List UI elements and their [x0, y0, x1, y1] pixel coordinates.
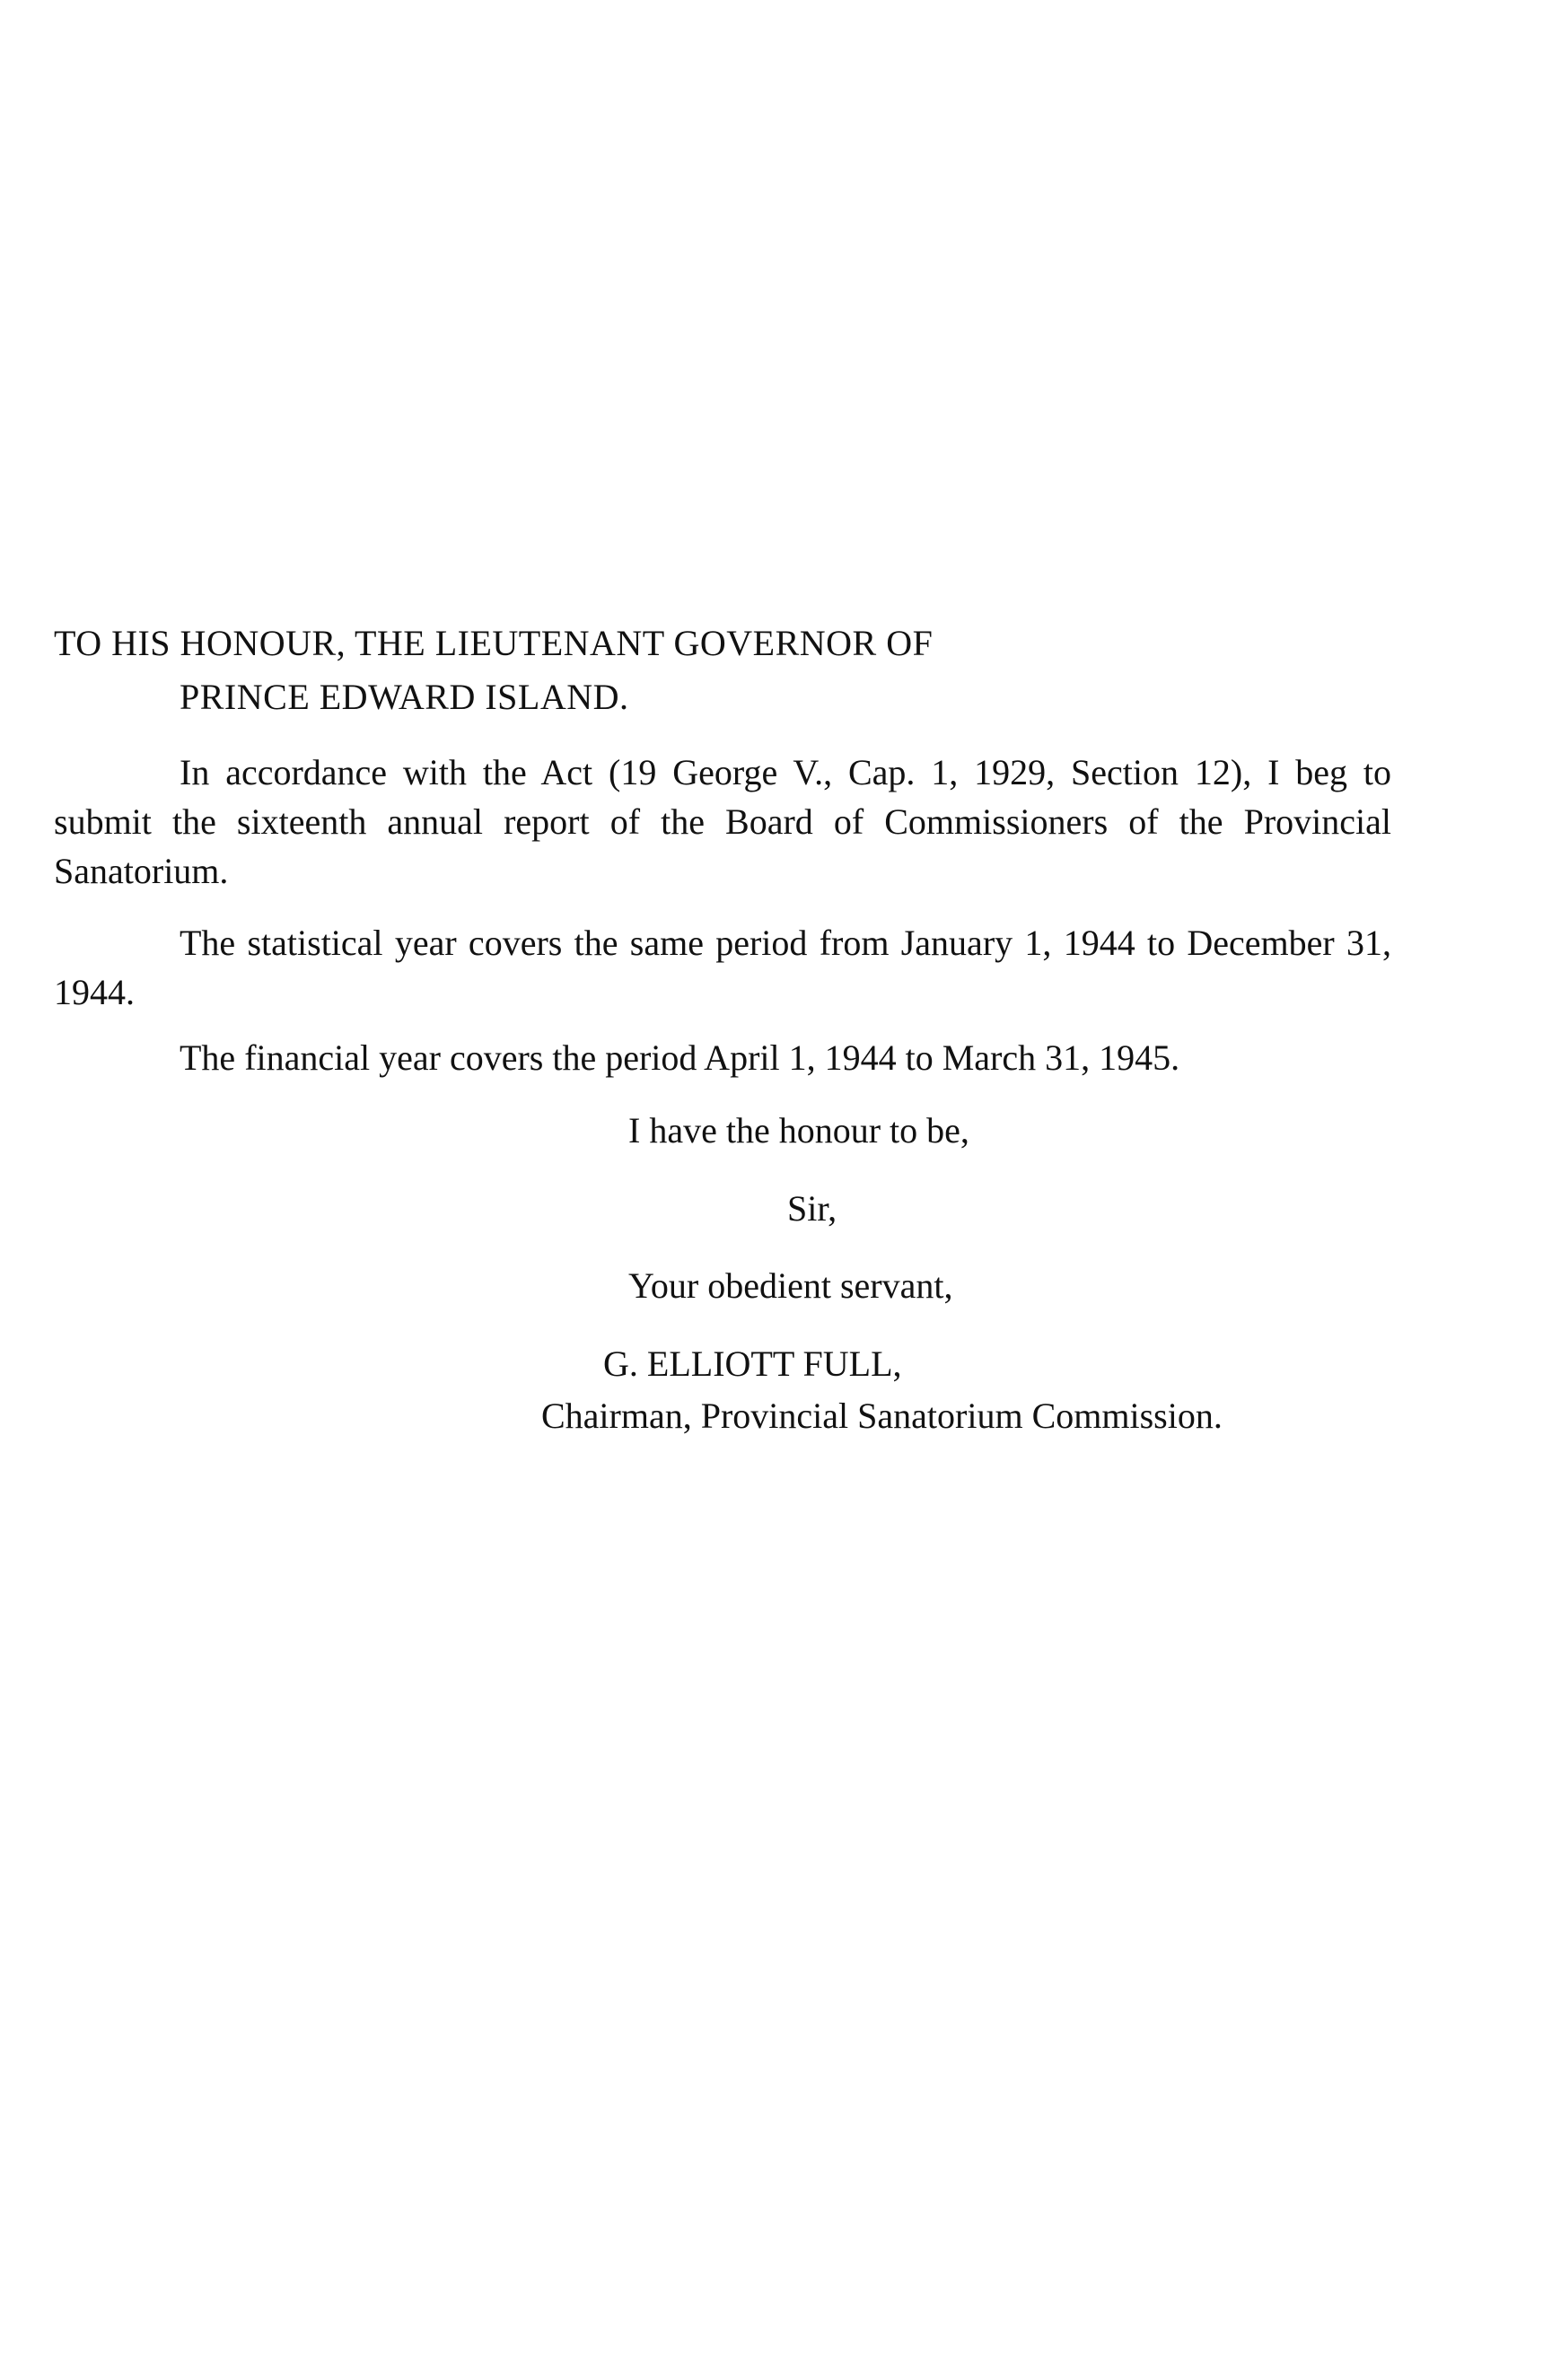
- salutation: Sir,: [787, 1188, 837, 1229]
- closing-line: I have the honour to be,: [628, 1110, 969, 1151]
- address-line-1: TO HIS HONOUR, THE LIEUTENANT GOVERNOR OF: [54, 623, 934, 663]
- paragraph-statistical-year: The statistical year covers the same period from January 1, 1944 to December 31, 1944.: [54, 923, 1391, 1012]
- paragraph-act: In accordance with the Act (19 George V., Cap. 1, 1929, Section 12), I beg to submit the sixteenth annual report of the Board of Commissioners of the Provincial Sanatorium.: [54, 752, 1391, 891]
- paragraph-financial-year: The financial year covers the period April 1, 1944 to March 31, 1945.: [180, 1037, 1180, 1078]
- signature-title: Chairman, Provincial Sanatorium Commission.: [541, 1396, 1223, 1436]
- valediction: Your obedient servant,: [628, 1265, 953, 1306]
- signature-name: G. ELLIOTT FULL,: [603, 1343, 902, 1384]
- address-line-2: PRINCE EDWARD ISLAND.: [180, 677, 629, 717]
